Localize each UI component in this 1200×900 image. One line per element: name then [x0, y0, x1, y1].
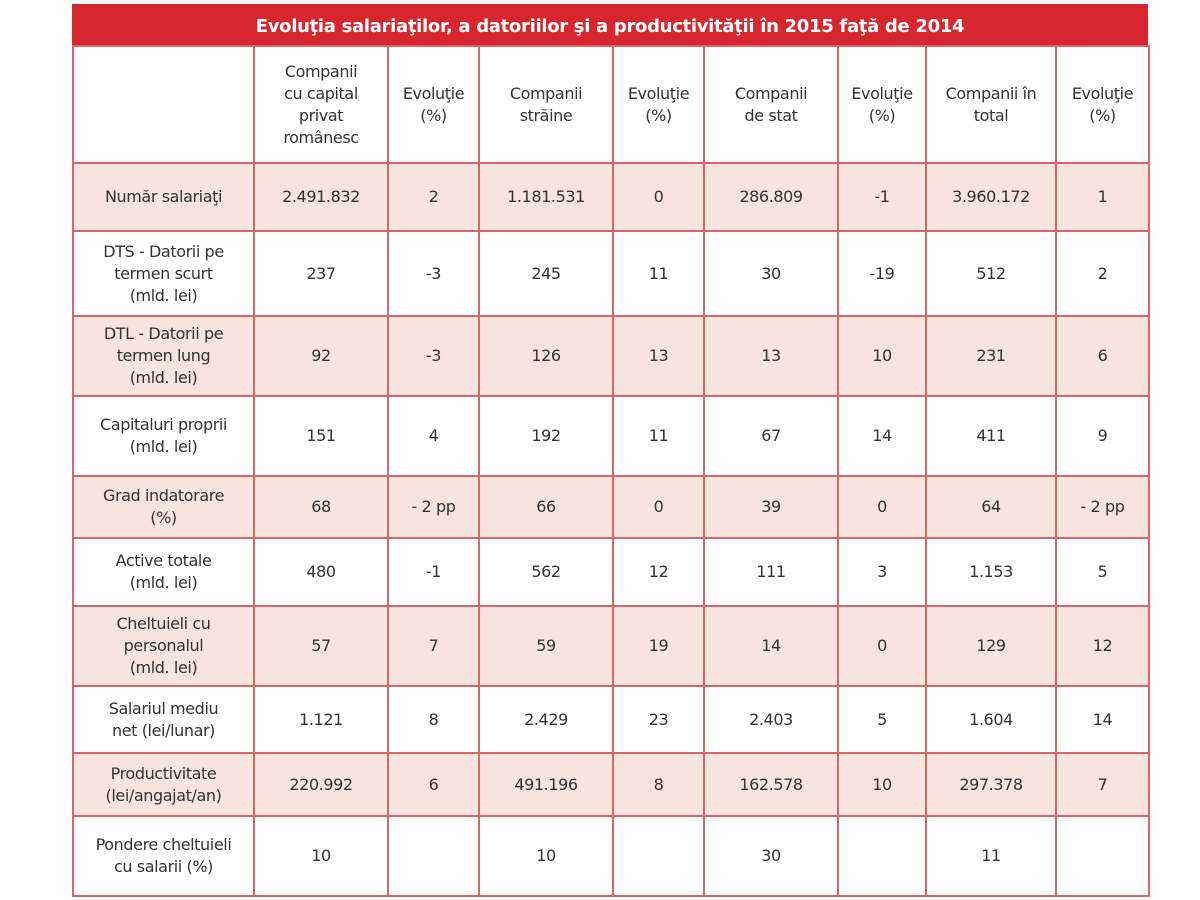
table-cell: 11 — [613, 231, 704, 316]
table-cell: 8 — [613, 753, 704, 816]
table-cell: 1.121 — [254, 686, 388, 753]
table-cell: 67 — [704, 396, 838, 476]
table-cell: 1.181.531 — [479, 163, 613, 231]
table-cell: 57 — [254, 606, 388, 686]
table-cell: 23 — [613, 686, 704, 753]
table-cell: 286.809 — [704, 163, 838, 231]
table-cell: 6 — [1056, 316, 1149, 396]
table-cell: 2 — [388, 163, 479, 231]
table-cell: 13 — [613, 316, 704, 396]
table-cell: 39 — [704, 476, 838, 538]
table-cell — [838, 816, 926, 896]
table-row — [73, 396, 1149, 476]
row-label: Salariul mediu net (lei/lunar) — [73, 686, 254, 753]
table-cell: 66 — [479, 476, 613, 538]
column-header: Evoluţie (%) — [838, 46, 926, 163]
table-cell: 12 — [613, 538, 704, 606]
table-row — [73, 231, 1149, 316]
table-cell: 92 — [254, 316, 388, 396]
table-cell: 68 — [254, 476, 388, 538]
table-row — [73, 476, 1149, 538]
row-label: DTL - Datorii pe termen lung (mld. lei) — [73, 316, 254, 396]
table-cell: 19 — [613, 606, 704, 686]
table-row — [73, 316, 1149, 396]
table-cell: 411 — [926, 396, 1056, 476]
table-cell — [613, 816, 704, 896]
table-cell: 3 — [838, 538, 926, 606]
table-cell: 0 — [613, 163, 704, 231]
table-cell — [388, 816, 479, 896]
table-cell: -3 — [388, 231, 479, 316]
table-cell: 111 — [704, 538, 838, 606]
table-cell: 9 — [1056, 396, 1149, 476]
row-label: Active totale (mld. lei) — [73, 538, 254, 606]
table-row — [73, 606, 1149, 686]
table-cell: 10 — [254, 816, 388, 896]
table-cell: 192 — [479, 396, 613, 476]
table-cell: 14 — [1056, 686, 1149, 753]
table-cell: 14 — [704, 606, 838, 686]
table-cell: 2 — [1056, 231, 1149, 316]
row-label: DTS - Datorii pe termen scurt (mld. lei) — [73, 231, 254, 316]
table-cell: 30 — [704, 816, 838, 896]
table-row — [73, 816, 1149, 896]
table-cell: 512 — [926, 231, 1056, 316]
table-cell: 10 — [838, 316, 926, 396]
table-row — [73, 163, 1149, 231]
table-cell: 10 — [838, 753, 926, 816]
table-cell: 297.378 — [926, 753, 1056, 816]
table-title: Evoluţia salariaţilor, a datoriilor şi a productivităţii în 2015 faţă de 2014 — [72, 4, 1148, 45]
row-label: Cheltuieli cu personalul (mld. lei) — [73, 606, 254, 686]
table-cell: 14 — [838, 396, 926, 476]
column-header: Companii de stat — [704, 46, 838, 163]
table-cell: 0 — [838, 606, 926, 686]
column-header: Evoluţie (%) — [388, 46, 479, 163]
column-header: Evoluţie (%) — [613, 46, 704, 163]
table-cell: -1 — [838, 163, 926, 231]
table-row — [73, 538, 1149, 606]
column-header: Evoluţie (%) — [1056, 46, 1149, 163]
table-cell: 129 — [926, 606, 1056, 686]
table-cell: -3 — [388, 316, 479, 396]
table-cell: 3.960.172 — [926, 163, 1056, 231]
table-row — [73, 753, 1149, 816]
column-header: Companii cu capital privat românesc — [254, 46, 388, 163]
table-cell: 8 — [388, 686, 479, 753]
table-cell: 1 — [1056, 163, 1149, 231]
data-table — [72, 45, 1150, 897]
row-label: Capitaluri proprii (mld. lei) — [73, 396, 254, 476]
table-cell: 6 — [388, 753, 479, 816]
table-cell: 7 — [388, 606, 479, 686]
table-cell: - 2 pp — [388, 476, 479, 538]
table-cell: 1.604 — [926, 686, 1056, 753]
table-cell: 7 — [1056, 753, 1149, 816]
table-cell: 562 — [479, 538, 613, 606]
row-label: Pondere cheltuieli cu salarii (%) — [73, 816, 254, 896]
table-cell: 30 — [704, 231, 838, 316]
table-cell: 13 — [704, 316, 838, 396]
header-row — [73, 46, 1149, 163]
table-cell: 0 — [838, 476, 926, 538]
table-cell: 11 — [926, 816, 1056, 896]
table-cell: 126 — [479, 316, 613, 396]
table-cell — [1056, 816, 1149, 896]
table-cell: 151 — [254, 396, 388, 476]
table-cell: 491.196 — [479, 753, 613, 816]
column-header — [73, 46, 254, 163]
table-cell: 4 — [388, 396, 479, 476]
table-cell: 2.403 — [704, 686, 838, 753]
table-cell: 1.153 — [926, 538, 1056, 606]
table-cell: - 2 pp — [1056, 476, 1149, 538]
table-cell: 162.578 — [704, 753, 838, 816]
table-cell: 59 — [479, 606, 613, 686]
table-cell: 0 — [613, 476, 704, 538]
table-cell: 5 — [1056, 538, 1149, 606]
table-cell: -19 — [838, 231, 926, 316]
column-header: Companii în total — [926, 46, 1056, 163]
table-cell: 220.992 — [254, 753, 388, 816]
table-cell: 2.491.832 — [254, 163, 388, 231]
table-cell: 64 — [926, 476, 1056, 538]
table-cell: 12 — [1056, 606, 1149, 686]
row-label: Număr salariaţi — [73, 163, 254, 231]
table-cell: 5 — [838, 686, 926, 753]
column-header: Companii străine — [479, 46, 613, 163]
table-cell: 2.429 — [479, 686, 613, 753]
row-label: Productivitate (lei/angajat/an) — [73, 753, 254, 816]
table-cell: 245 — [479, 231, 613, 316]
row-label: Grad indatorare (%) — [73, 476, 254, 538]
table-cell: 480 — [254, 538, 388, 606]
table-cell: 11 — [613, 396, 704, 476]
table-cell: 231 — [926, 316, 1056, 396]
table-row — [73, 686, 1149, 753]
table-cell: -1 — [388, 538, 479, 606]
table-cell: 237 — [254, 231, 388, 316]
table-cell: 10 — [479, 816, 613, 896]
data-table-container — [72, 4, 1148, 897]
